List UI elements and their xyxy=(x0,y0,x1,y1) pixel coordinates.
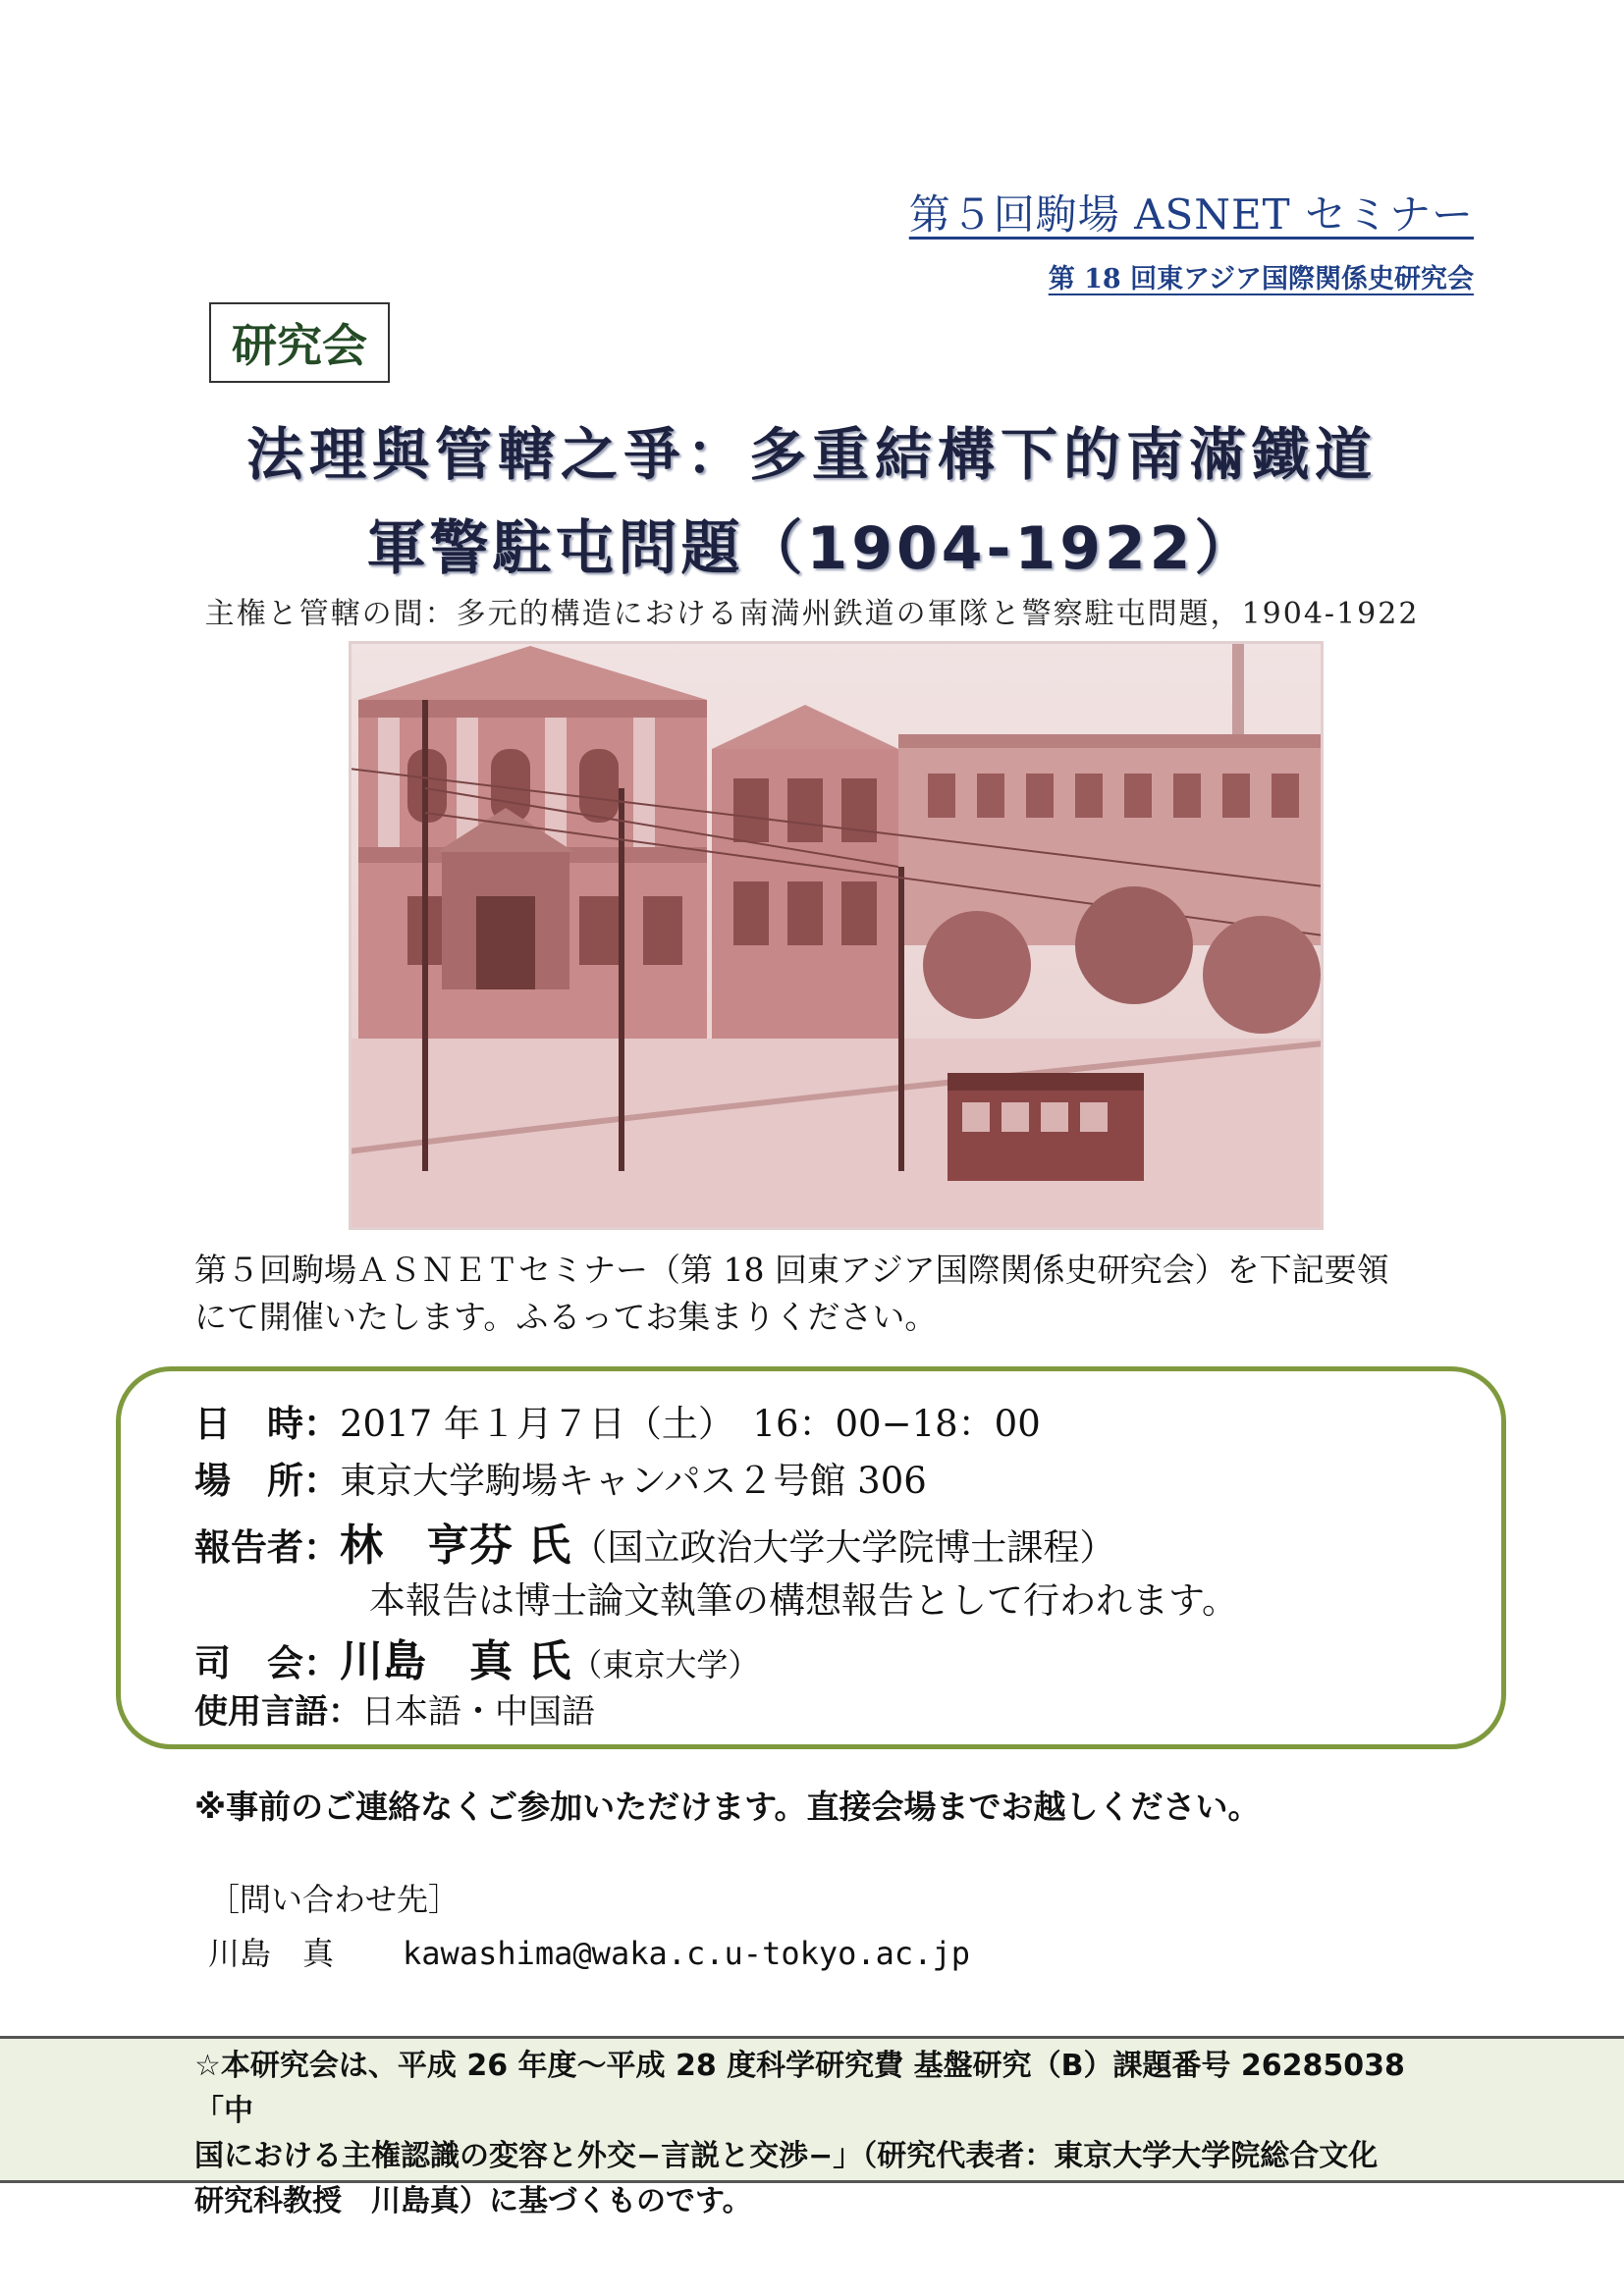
date-row xyxy=(194,1394,1041,1447)
reporter-row xyxy=(194,1510,1115,1573)
building-illustration xyxy=(349,641,1324,1230)
funding-line2: 国における主権認識の変容と外交−言説と交渉−」（研究代表者：東京大学大学院総合文化 xyxy=(194,2139,1379,2173)
date-label: 日 時： xyxy=(194,1403,340,1445)
place-label: 場 所： xyxy=(194,1460,340,1502)
contact-name: 川島 真 xyxy=(208,1935,335,1972)
language-row xyxy=(194,1684,595,1733)
funding-line3: 研究科教授 川島真）に基づくものです。 xyxy=(194,2184,752,2218)
language-label: 使用言語： xyxy=(194,1692,361,1732)
series-title: 第５回駒場 ASNET セミナー xyxy=(908,190,1474,239)
intro-paragraph xyxy=(194,1247,1461,1341)
series-subtitle: 第 18 回東アジア国際関係史研究会 xyxy=(1048,264,1474,294)
reporter-name: 林 亨芬 氏 xyxy=(340,1521,571,1571)
main-title-line1: 法理與管轄之爭：多重結構下的南滿鐵道 xyxy=(245,421,1378,488)
funding-line1: ☆本研究会は、平成 26 年度～平成 28 度科学研究費 基盤研究（B）課題番号 26285038「中 xyxy=(194,2049,1405,2128)
place-value: 東京大学駒場キャンパス２号館 306 xyxy=(340,1460,927,1502)
chair-affiliation: （東京大学） xyxy=(570,1646,760,1683)
language-value: 日本語・中国語 xyxy=(361,1692,595,1732)
contact-heading: ［問い合わせ先］ xyxy=(208,1881,460,1918)
event-type-badge: 研究会 xyxy=(209,302,390,383)
reporter-label: 報告者： xyxy=(194,1526,340,1569)
chair-name: 川島 真 氏 xyxy=(340,1636,571,1686)
attendance-notice: ※事前のご連絡なくご参加いただけます。直接会場までお越しください。 xyxy=(194,1788,1261,1826)
date-value: 2017 年１月７日（土） 16：00−18：00 xyxy=(340,1403,1041,1445)
funding-text xyxy=(194,2044,1461,2224)
place-row xyxy=(194,1451,927,1504)
reporter-affiliation: （国立政治大学大学院博士課程） xyxy=(570,1526,1116,1569)
contact-email[interactable]: kawashima@waka.c.u-tokyo.ac.jp xyxy=(403,1935,970,1972)
intro-line1: 第５回駒場ＡＳＮＥＴセミナー（第 18 回東アジア国際関係史研究会）を下記要領 xyxy=(194,1251,1389,1289)
chair-row xyxy=(194,1626,759,1688)
historic-building-photo xyxy=(349,641,1324,1230)
reporter-note: 本報告は博士論文執筆の構想報告として行われます。 xyxy=(369,1579,1239,1622)
intro-line2: にて開催いたします。ふるってお集まりください。 xyxy=(194,1298,938,1336)
japanese-title: 主権と管轄の間：多元的構造における南満州鉄道の軍隊と警察駐屯問題，1904-1922 xyxy=(204,597,1420,631)
main-title-line2: 軍警駐屯問題（1904-1922） xyxy=(366,514,1258,583)
contact-line xyxy=(208,1929,970,1974)
chair-label: 司 会： xyxy=(194,1642,340,1684)
